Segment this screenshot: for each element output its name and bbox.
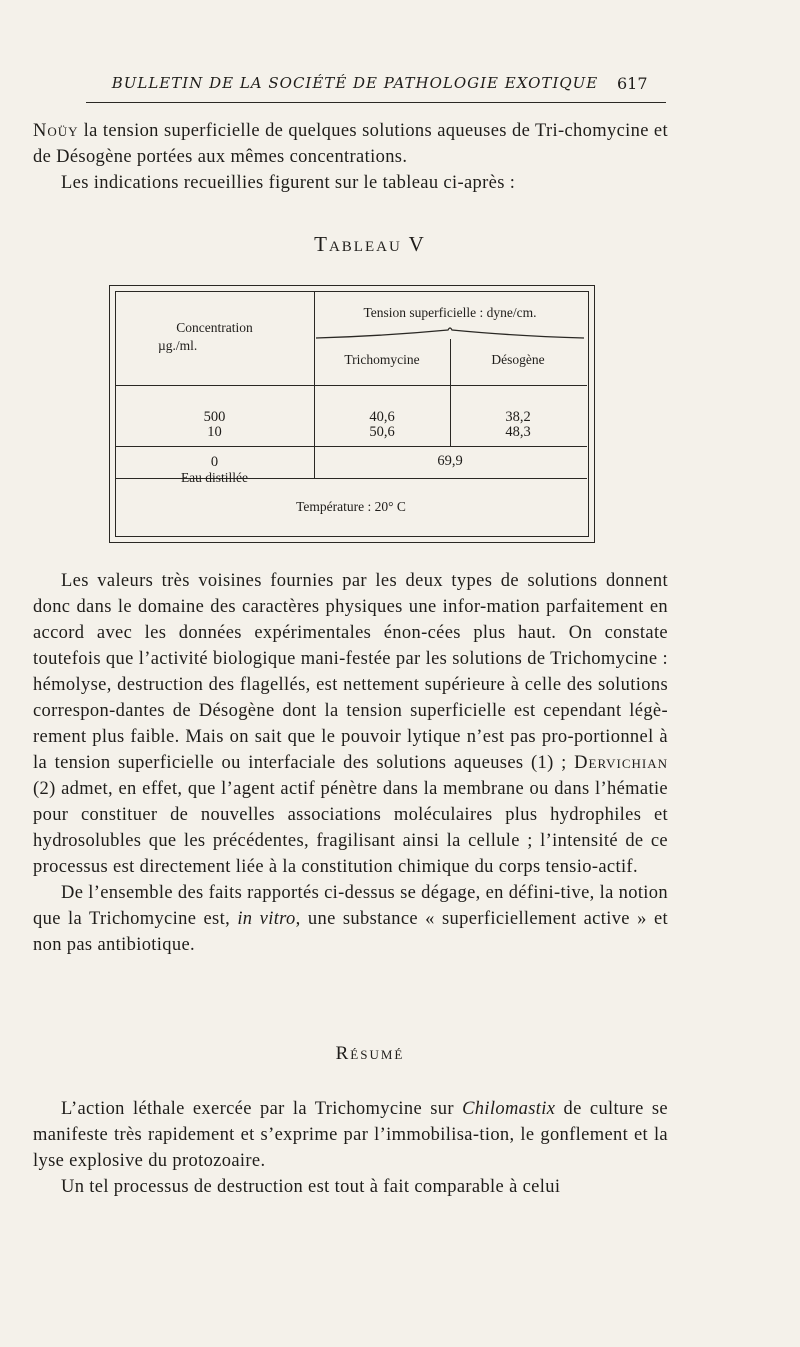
resume-p1-part2: de culture se manifeste très rapidement et s’exprime par l’immobilisa-tion, le gonflement et la lyse explosive du protozoaire. <box>33 1099 668 1171</box>
intro-paragraph-1 <box>33 118 668 170</box>
in-vitro: in vitro <box>237 909 296 929</box>
cell-concentration-row1: 500 <box>203 409 226 425</box>
table-title: Tableau V <box>314 232 426 256</box>
resume-title: Résumé <box>335 1043 405 1064</box>
cell-trichomycine-row1: 40,6 <box>369 409 395 425</box>
paragraph2-part1: De l’ensemble des faits rapportés ci-dessus se dégage, en défini-tive, la notion que la Trichomycine est, <box>33 883 668 929</box>
cell-water-concentration: 0 <box>210 454 219 470</box>
header-desogene: Désogène <box>491 352 545 367</box>
paragraph1-part2: (2) admet, en effet, que l’agent actif pénètre dans la membrane ou dans l’hématie pour constituer de nouvelles associations moléculaires plus hydrophiles et hydrosolubles que les précédentes, fragilisant ainsi la cellule ; l’intensité de ce processus est directement liée à la constitution chimique du corps tensio-actif. <box>33 779 668 877</box>
paragraph1-part1: Les valeurs très voisines fournies par les deux types de solutions donnent donc dans le domaine des caractères physiques une infor-mation parfaitement en accord avec les données expérimentales énon-cées plus haut. On constate toutefois que l’activité biologique mani-festée par les solutions de Trichomycine : hémolyse, destruction des flagellés, est nettement supérieure à celle des solutions correspon-dantes de Désogène dont la tension superficielle est cependant légè-rement plus faible. Mais on sait que le pouvoir lytique n’est pas pro-portionnel à la tension superficielle ou interfaciale des solutions aqueuses (1) ; <box>33 571 668 773</box>
author-nouy: Noüy <box>33 121 79 141</box>
header-tension: Tension superficielle : dyne/cm. <box>363 305 537 320</box>
cell-trichomycine-row2: 50,6 <box>369 424 395 440</box>
table-temperature: Température : 20° C <box>296 499 406 514</box>
header-concentration-line2: µg./ml. <box>158 338 198 353</box>
cell-desogene-row1: 38,2 <box>505 409 531 425</box>
cell-water-value: 69,9 <box>437 453 463 469</box>
cell-water-label: Eau distillée <box>180 470 249 485</box>
resume-text <box>33 1096 668 1200</box>
author-dervichian: Dervichian <box>574 753 668 773</box>
paragraph-valeurs-body <box>33 568 668 880</box>
resume-paragraph-1 <box>33 1096 668 1174</box>
intro-paragraph-2: Les indications recueillies figurent sur le tableau ci-après : <box>61 173 516 193</box>
intro-text <box>33 118 668 196</box>
header-concentration-line1: Concentration <box>176 320 253 335</box>
table-hline-header <box>115 385 587 386</box>
table-group-brace <box>314 322 586 344</box>
paragraph-conclusion <box>33 880 668 958</box>
paragraph2-part2: , une substance « superficiellement active » et non pas antibiotique. <box>33 909 668 955</box>
cell-concentration-row2: 10 <box>207 424 222 440</box>
resume-p1-part1: L’action léthale exercée par la Trichomycine sur <box>61 1099 463 1119</box>
running-title: BULLETIN DE LA SOCIÉTÉ DE PATHOLOGIE EXOTIQUE <box>111 74 599 92</box>
page-number: 617 <box>617 74 648 93</box>
chilomastix: Chilomastix <box>462 1099 556 1119</box>
intro-line1-text: la tension superficielle de quelques solutions aqueuses de Tri-chomycine et de Désogène portées aux mêmes concentrations. <box>33 121 668 167</box>
header-trichomycine: Trichomycine <box>344 352 420 367</box>
resume-paragraph-2: Un tel processus de destruction est tout à fait comparable à celui <box>61 1177 561 1197</box>
table-hline-rows <box>115 446 587 447</box>
header-rule <box>86 102 666 103</box>
paragraph-valeurs <box>33 568 668 958</box>
cell-desogene-row2: 48,3 <box>505 424 531 440</box>
